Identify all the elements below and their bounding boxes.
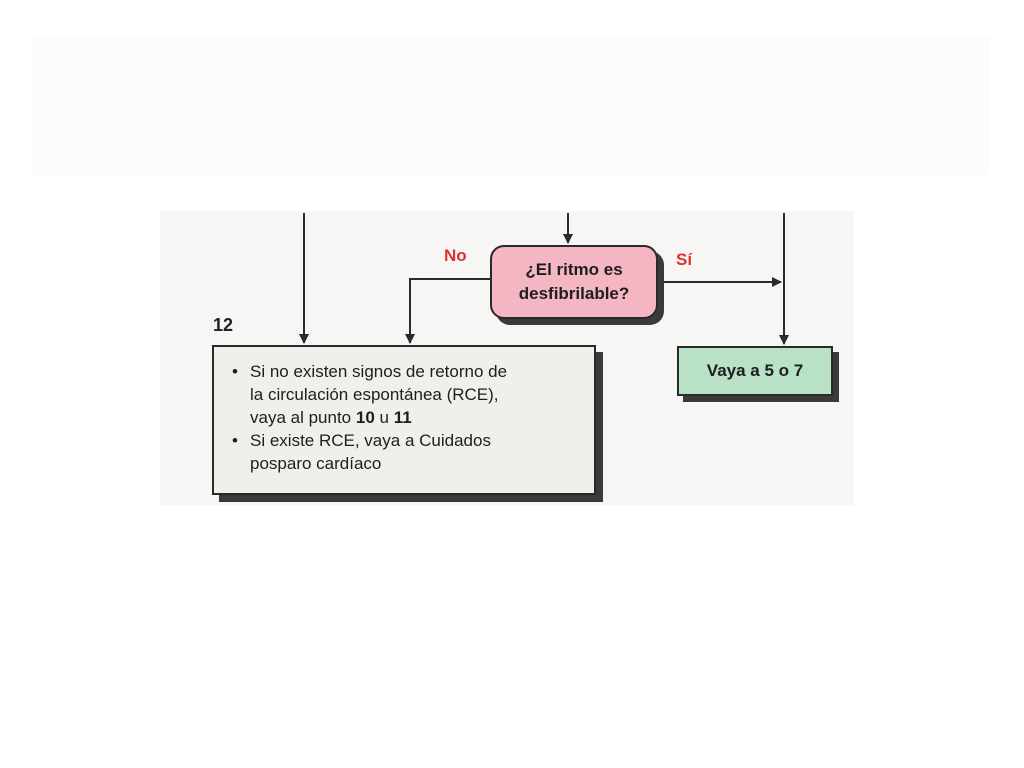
go-to-text: Vaya a 5 o 7 [706,361,804,380]
item2-line2: posparo cardíaco [250,454,382,473]
item2-line1: Si existe RCE, vaya a Cuidados [250,431,491,450]
decision-line-2: desfibrilable? [518,284,630,303]
list-item-no-rce [230,360,580,429]
go-to-box [677,346,833,396]
item1-line3-prefix: vaya al punto [250,408,356,427]
step-number: 12 [213,315,234,335]
item1-line2: la circulación espontánea (RCE), [250,385,499,404]
no-branch-arrow [410,279,490,343]
ref-point-10: 10 [355,408,375,427]
branch-label-no: No [444,246,467,265]
ref-point-11: 11 [393,408,412,427]
decision-text [519,258,630,306]
item1-conjunction: u [374,408,394,427]
action-list [230,360,580,475]
item1-line1: Si no existen signos de retorno de [250,362,508,381]
action-box-12 [212,345,596,495]
branch-label-yes: Sí [676,250,693,269]
decision-line-1: ¿El ritmo es [525,260,623,279]
list-item-rce [230,429,580,475]
decision-node [490,245,658,319]
